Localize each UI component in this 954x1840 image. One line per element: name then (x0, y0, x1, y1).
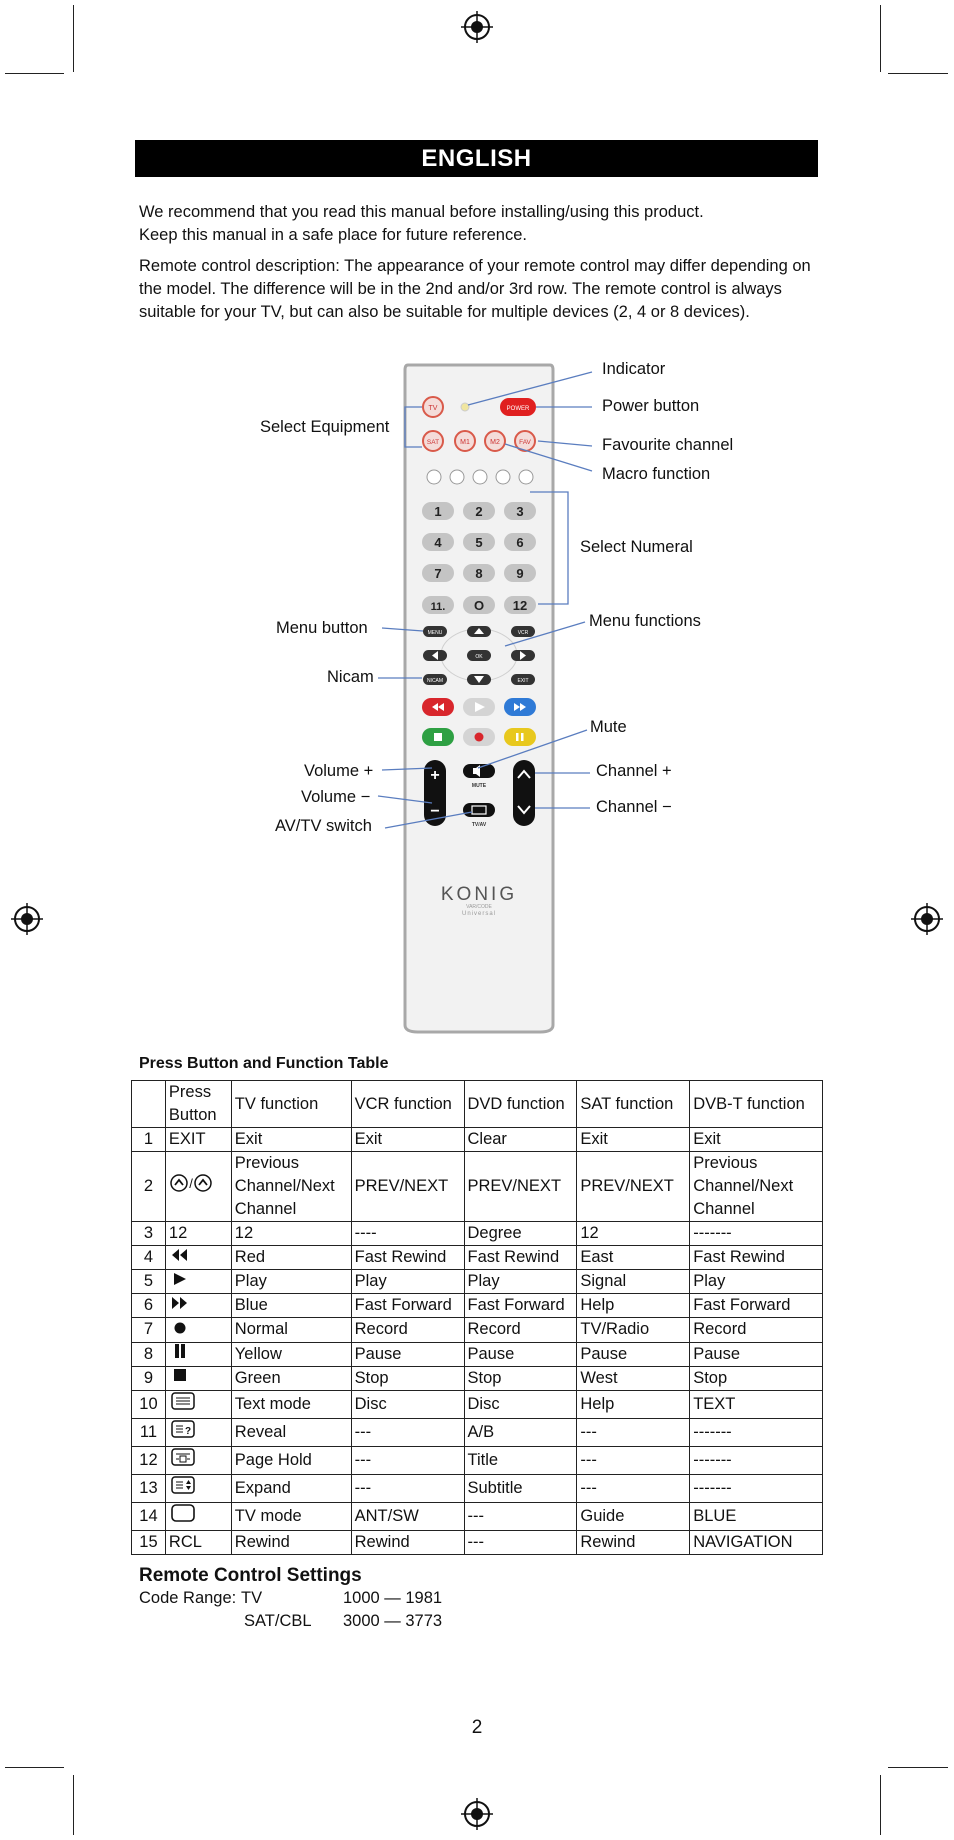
table-cell-dvbt: Play (690, 1270, 823, 1294)
table-cell-vcr: Play (351, 1270, 464, 1294)
digit-11-button[interactable] (422, 596, 454, 614)
svg-text:/: / (189, 1176, 193, 1191)
header-cell: TV function (231, 1081, 351, 1128)
callout-indicator: Indicator (602, 360, 666, 378)
table-cell-dvd: Fast Rewind (464, 1246, 577, 1270)
table-row (132, 1318, 823, 1342)
volume-rocker[interactable] (424, 760, 446, 826)
table-cell-dvd: Subtitle (464, 1474, 577, 1502)
table-cell-sat: 12 (577, 1222, 690, 1246)
power-button[interactable] (500, 398, 536, 416)
intro-line-1: We recommend that you read this manual before installing/using this product. (139, 203, 704, 221)
crop-mark (5, 1767, 64, 1768)
stop-green-button[interactable] (422, 728, 454, 746)
table-row (132, 1530, 823, 1554)
table-cell-dvd: --- (464, 1502, 577, 1530)
table-row (132, 1246, 823, 1270)
table-cell-tv: Page Hold (231, 1446, 351, 1474)
table-cell-button (165, 1294, 231, 1318)
crop-mark (880, 1775, 881, 1835)
brand-logo: KONIG (440, 884, 518, 905)
table-cell-button (165, 1502, 231, 1530)
svg-text:4: 4 (434, 535, 442, 550)
table-cell-dvd: Disc (464, 1390, 577, 1418)
table-cell-tv: Rewind (231, 1530, 351, 1554)
svg-text:TV: TV (428, 405, 438, 412)
table-row (132, 1270, 823, 1294)
svg-text:POWER: POWER (506, 406, 530, 412)
sat-code-range: 3000 — 3773 (343, 1612, 443, 1630)
tv-button[interactable] (423, 397, 443, 417)
table-cell-vcr: Rewind (351, 1530, 464, 1554)
table-cell-vcr: Fast Forward (351, 1294, 464, 1318)
table-cell-dvbt: Fast Forward (690, 1294, 823, 1318)
table-cell-tv: 12 (231, 1222, 351, 1246)
sat-button[interactable] (423, 431, 443, 451)
table-cell-sat: PREV/NEXT (577, 1152, 690, 1222)
pause-yellow-button[interactable] (504, 728, 536, 746)
svg-text:2: 2 (475, 504, 483, 519)
header-cell: Press Button (165, 1081, 231, 1128)
page-hold-icon (169, 1447, 197, 1474)
digit-5-button[interactable] (463, 533, 495, 551)
table-cell-vcr: --- (351, 1474, 464, 1502)
sat-code-label: SAT/CBL (244, 1612, 312, 1630)
header-cell (132, 1081, 166, 1128)
svg-text:+: + (430, 767, 440, 784)
svg-text:TV/AV: TV/AV (471, 822, 487, 828)
table-row (132, 1446, 823, 1474)
table-cell-tv: Red (231, 1246, 351, 1270)
svg-text:OK: OK (475, 654, 483, 660)
svg-text:−: − (430, 803, 440, 820)
svg-text:3: 3 (516, 504, 524, 519)
table-cell-dvbt: Fast Rewind (690, 1246, 823, 1270)
language-header: ENGLISH (135, 140, 818, 177)
table-cell-dvd: Pause (464, 1342, 577, 1366)
table-cell-n: 10 (132, 1390, 166, 1418)
svg-text:SAT: SAT (426, 439, 440, 446)
table-cell-n: 7 (132, 1318, 166, 1342)
table-cell-tv: Previous Channel/Next Channel (231, 1152, 351, 1222)
table-cell-button (165, 1270, 231, 1294)
table-cell-n: 15 (132, 1530, 166, 1554)
table-cell-sat: Help (577, 1294, 690, 1318)
vcr-button[interactable] (511, 626, 535, 637)
table-cell-tv: Green (231, 1366, 351, 1390)
table-cell-sat: Signal (577, 1270, 690, 1294)
table-cell-vcr: --- (351, 1446, 464, 1474)
svg-text:MENU: MENU (427, 630, 443, 636)
exit-button[interactable] (511, 674, 535, 685)
right-button[interactable] (511, 650, 535, 661)
record-icon (169, 1319, 191, 1342)
callout-channel-minus: Channel − (596, 798, 672, 816)
svg-text:5: 5 (475, 535, 483, 550)
table-cell-tv: Yellow (231, 1342, 351, 1366)
table-cell-button (165, 1446, 231, 1474)
digit-8-button[interactable] (463, 564, 495, 582)
svg-text:11.: 11. (430, 601, 446, 613)
table-cell-vcr: ---- (351, 1222, 464, 1246)
digit-7-button[interactable] (422, 564, 454, 582)
m2-button[interactable] (485, 431, 505, 451)
table-cell-vcr: Record (351, 1318, 464, 1342)
table-cell-dvbt: ------- (690, 1474, 823, 1502)
table-cell-n: 2 (132, 1152, 166, 1222)
table-cell-tv: TV mode (231, 1502, 351, 1530)
table-cell-sat: East (577, 1246, 690, 1270)
header-cell: SAT function (577, 1081, 690, 1128)
settings-title: Remote Control Settings (139, 1565, 362, 1586)
table-cell-dvd: Record (464, 1318, 577, 1342)
table-cell-vcr: Stop (351, 1366, 464, 1390)
table-cell-dvd: Play (464, 1270, 577, 1294)
callout-power-button: Power button (602, 397, 700, 415)
table-cell-sat: Guide (577, 1502, 690, 1530)
table-cell-sat: --- (577, 1474, 690, 1502)
up-button[interactable] (467, 626, 491, 637)
table-cell-sat: TV/Radio (577, 1318, 690, 1342)
left-button[interactable] (423, 650, 447, 661)
table-cell-dvd: Fast Forward (464, 1294, 577, 1318)
svg-text:?: ? (184, 1425, 191, 1437)
rewind-red-button[interactable] (422, 698, 454, 716)
up-arrows-icon (169, 1173, 213, 1200)
ok-button[interactable] (467, 650, 491, 661)
callout-macro-function: Macro function (602, 465, 711, 483)
tv-code-range: 1000 — 1981 (343, 1589, 443, 1607)
code-range-label: Code Range: (139, 1589, 237, 1607)
table-cell-sat: Pause (577, 1342, 690, 1366)
expand-icon (169, 1475, 197, 1502)
callout-menu-functions: Menu functions (589, 612, 701, 630)
play-button[interactable] (463, 698, 495, 716)
page-number: 2 (471, 1717, 483, 1738)
table-cell-button (165, 1318, 231, 1342)
table-cell-n: 5 (132, 1270, 166, 1294)
table-cell-n: 14 (132, 1502, 166, 1530)
table-cell-dvd: PREV/NEXT (464, 1152, 577, 1222)
table-cell-n: 1 (132, 1128, 166, 1152)
svg-text:NICAM: NICAM (426, 678, 444, 684)
table-row (132, 1152, 823, 1222)
table-cell-vcr: Disc (351, 1390, 464, 1418)
svg-text:M2: M2 (490, 439, 500, 446)
table-cell-button (165, 1366, 231, 1390)
digit-12-button[interactable] (504, 596, 536, 614)
callout-menu-button: Menu button (276, 619, 368, 637)
table-cell-dvd: Title (464, 1446, 577, 1474)
pause-icon (169, 1343, 191, 1366)
callout-av-tv-switch: AV/TV switch (275, 817, 372, 835)
table-row (132, 1222, 823, 1246)
svg-text:MUTE: MUTE (471, 783, 487, 789)
callout-nicam: Nicam (327, 668, 374, 686)
table-cell-dvbt: Stop (690, 1366, 823, 1390)
tv-code-label: TV (241, 1589, 263, 1607)
callout-select-equipment: Select Equipment (260, 418, 390, 436)
table-cell-dvbt: ------- (690, 1222, 823, 1246)
table-cell-button (165, 1390, 231, 1418)
svg-text:1: 1 (434, 504, 442, 519)
teletext-icon (169, 1391, 197, 1418)
function-table (131, 1080, 823, 1555)
table-row (132, 1366, 823, 1390)
m1-button[interactable] (455, 431, 475, 451)
table-row (132, 1418, 823, 1446)
table-cell-dvbt: NAVIGATION (690, 1530, 823, 1554)
table-cell-tv: Play (231, 1270, 351, 1294)
table-cell-button (165, 1474, 231, 1502)
table-cell-dvd: Stop (464, 1366, 577, 1390)
digit-2-button[interactable] (463, 502, 495, 520)
table-cell-dvd: --- (464, 1530, 577, 1554)
table-cell-dvbt: BLUE (690, 1502, 823, 1530)
table-cell-n: 6 (132, 1294, 166, 1318)
table-cell-vcr: --- (351, 1418, 464, 1446)
svg-text:12: 12 (512, 598, 528, 613)
callout-channel-plus: Channel + (596, 762, 672, 780)
digit-1-button[interactable] (422, 502, 454, 520)
indicator-light (461, 403, 469, 411)
digit-6-button[interactable] (504, 533, 536, 551)
table-cell-tv: Text mode (231, 1390, 351, 1418)
table-title: Press Button and Function Table (139, 1055, 389, 1072)
rewind-icon (169, 1246, 191, 1269)
table-cell-sat: --- (577, 1418, 690, 1446)
header-cell: DVB-T function (690, 1081, 823, 1128)
digit-4-button[interactable] (422, 533, 454, 551)
table-cell-sat: Exit (577, 1128, 690, 1152)
callout-mute: Mute (590, 718, 627, 736)
svg-text:6: 6 (516, 535, 524, 550)
intro-line-2: Keep this manual in a safe place for future reference. (139, 226, 527, 244)
table-cell-dvbt: Record (690, 1318, 823, 1342)
digit-0-button[interactable] (463, 596, 495, 614)
table-cell-vcr: PREV/NEXT (351, 1152, 464, 1222)
table-row (132, 1294, 823, 1318)
table-cell-vcr: Pause (351, 1342, 464, 1366)
description-text: Remote control description: The appearance of your remote control may differ depending on the model. The difference will be in the 2nd and/or 3rd row. The remote control is always suitable for your TV, but can also be suitable for multiple devices (2, 4 or 8 devices). (139, 257, 811, 321)
menu-button[interactable] (423, 626, 447, 637)
table-cell-tv: Reveal (231, 1418, 351, 1446)
callout-volume-minus: Volume − (301, 788, 371, 806)
svg-text:8: 8 (475, 566, 483, 581)
table-cell-tv: Expand (231, 1474, 351, 1502)
svg-text:VCR: VCR (517, 630, 529, 636)
svg-text:9: 9 (516, 566, 524, 581)
table-cell-n: 13 (132, 1474, 166, 1502)
registration-mark-icon (460, 1797, 494, 1831)
table-cell-sat: Rewind (577, 1530, 690, 1554)
svg-text:O: O (473, 598, 485, 613)
table-cell-dvd: Clear (464, 1128, 577, 1152)
table-cell-n: 12 (132, 1446, 166, 1474)
header-cell: DVD function (464, 1081, 577, 1128)
table-cell-tv: Exit (231, 1128, 351, 1152)
table-cell-button (165, 1418, 231, 1446)
table-row (132, 1474, 823, 1502)
table-cell-dvbt: TEXT (690, 1390, 823, 1418)
table-cell-vcr: Exit (351, 1128, 464, 1152)
svg-text:FAV: FAV (519, 439, 531, 446)
table-row (132, 1390, 823, 1418)
tv-mode-icon (169, 1503, 197, 1530)
table-row (132, 1342, 823, 1366)
table-cell-dvd: Degree (464, 1222, 577, 1246)
svg-text:7: 7 (434, 566, 442, 581)
table-cell-button (165, 1342, 231, 1366)
table-cell-n: 8 (132, 1342, 166, 1366)
table-cell-button: EXIT (165, 1128, 231, 1152)
table-row (132, 1128, 823, 1152)
svg-text:EXIT: EXIT (517, 678, 529, 684)
down-button[interactable] (467, 674, 491, 685)
digit-3-button[interactable] (504, 502, 536, 520)
play-icon (169, 1270, 191, 1293)
table-cell-button: RCL (165, 1530, 231, 1554)
table-header-row (132, 1081, 823, 1128)
table-cell-n: 3 (132, 1222, 166, 1246)
table-cell-vcr: Fast Rewind (351, 1246, 464, 1270)
table-cell-dvbt: Pause (690, 1342, 823, 1366)
channel-rocker[interactable] (513, 760, 535, 826)
table-row (132, 1502, 823, 1530)
callout-select-numeral: Select Numeral (580, 538, 693, 556)
header-cell: VCR function (351, 1081, 464, 1128)
crop-mark (888, 1767, 948, 1768)
table-cell-sat: --- (577, 1446, 690, 1474)
brand-subtitle: VAR/CODE (466, 904, 492, 910)
fast-forward-blue-button[interactable] (504, 698, 536, 716)
table-cell-sat: West (577, 1366, 690, 1390)
callout-favourite-channel: Favourite channel (602, 436, 734, 454)
table-cell-n: 9 (132, 1366, 166, 1390)
table-cell-dvbt: Exit (690, 1128, 823, 1152)
table-cell-dvbt: ------- (690, 1418, 823, 1446)
table-cell-dvbt: ------- (690, 1446, 823, 1474)
table-cell-dvd: A/B (464, 1418, 577, 1446)
table-cell-dvbt: Previous Channel/Next Channel (690, 1152, 823, 1222)
record-button[interactable] (463, 728, 495, 746)
fast-forward-icon (169, 1294, 191, 1317)
table-cell-button (165, 1152, 231, 1222)
crop-mark (73, 1775, 74, 1835)
stop-icon (169, 1367, 191, 1390)
brand-universal: Universal (461, 911, 497, 917)
nicam-button[interactable] (423, 674, 447, 685)
reveal-icon (169, 1419, 197, 1446)
table-cell-n: 11 (132, 1418, 166, 1446)
table-cell-button (165, 1246, 231, 1270)
digit-9-button[interactable] (504, 564, 536, 582)
table-cell-tv: Normal (231, 1318, 351, 1342)
callout-volume-plus: Volume + (304, 762, 374, 780)
table-cell-n: 4 (132, 1246, 166, 1270)
svg-text:M1: M1 (460, 439, 470, 446)
table-cell-sat: Help (577, 1390, 690, 1418)
table-cell-tv: Blue (231, 1294, 351, 1318)
table-cell-vcr: ANT/SW (351, 1502, 464, 1530)
table-cell-button: 12 (165, 1222, 231, 1246)
